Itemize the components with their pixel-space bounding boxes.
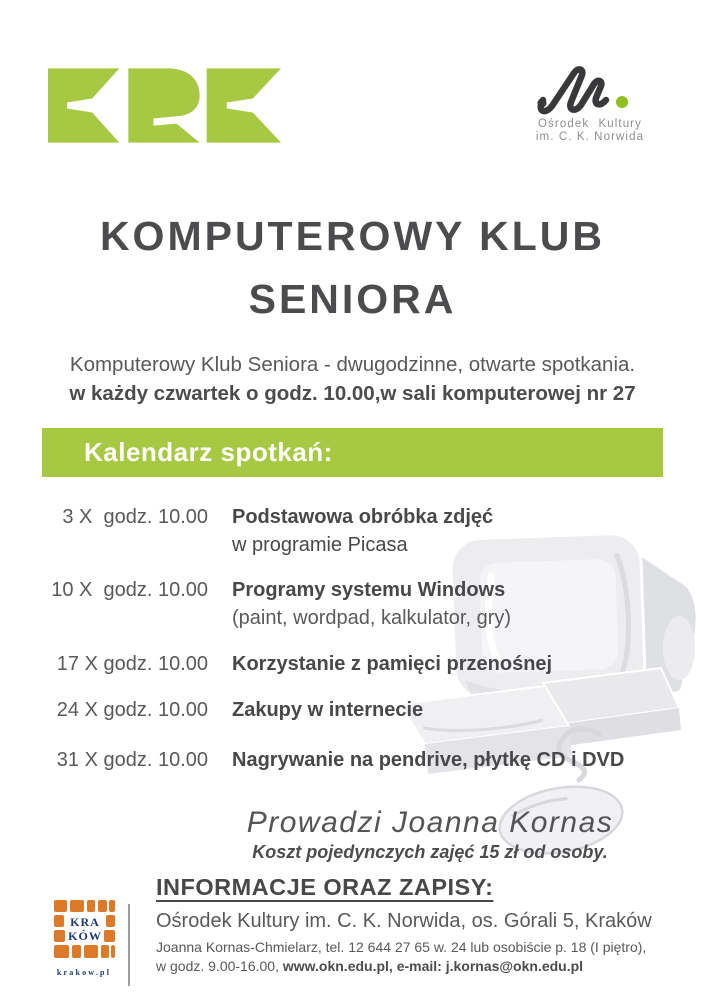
event-date: 17 X godz. 10.00: [56, 653, 208, 675]
schedule-row: [0, 746, 705, 774]
krk-letter-r: [128, 68, 199, 142]
instructor-block: [150, 806, 705, 863]
footer-hours: [156, 958, 652, 974]
norwida-caption-line2: im. C. K. Norwida: [535, 131, 645, 143]
krakow-mosaic-icon: [52, 898, 116, 960]
krakow-url: krakow.pl: [56, 968, 112, 977]
title-line1: KOMPUTEROWY KLUB: [99, 213, 606, 259]
schedule-list: [0, 503, 705, 774]
norwida-logo: [516, 62, 664, 144]
event-title: Podstawowa obróbka zdjęć: [232, 506, 494, 528]
krakow-text-line1: KRA: [70, 915, 100, 929]
footer-hours-prefix: w godz. 9.00-16.00,: [156, 958, 283, 974]
schedule-row: [0, 576, 705, 632]
event-title: Korzystanie z pamięci przenośnej: [232, 653, 553, 675]
footer: [48, 874, 693, 986]
instructor-name: Prowadzi Joanna Kornas: [246, 806, 614, 839]
intro-text: [0, 350, 705, 408]
event-date: 31 X godz. 10.00: [56, 749, 208, 771]
schedule-row: [0, 696, 705, 724]
calendar-banner: [42, 428, 663, 477]
event-title: Programy systemu Windows: [232, 579, 506, 601]
event-title: Nagrywanie na pendrive, płytkę CD i DVD: [232, 749, 625, 771]
event-subtitle: w programie Picasa: [232, 534, 408, 556]
event-date: 24 X godz. 10.00: [56, 699, 208, 721]
krk-letter-k2: [207, 68, 281, 142]
norwida-green-dot: [616, 96, 628, 108]
course-fee: Koszt pojedynczych zajęć 15 zł od osoby.: [252, 842, 608, 862]
calendar-banner-label: Kalendarz spotkań:: [84, 437, 333, 467]
event-date: 3 X godz. 10.00: [62, 506, 208, 528]
page-title: [0, 205, 705, 331]
event-subtitle: (paint, wordpad, kalkulator, gry): [232, 607, 512, 629]
footer-heading: INFORMACJE ORAZ ZAPISY:: [156, 874, 494, 900]
krakow-logo: [48, 898, 120, 977]
norwida-n-icon: [534, 62, 646, 116]
footer-text: [156, 874, 652, 974]
krk-letter-k1: [48, 68, 119, 142]
krakow-text-line2: KÓW: [68, 929, 102, 943]
schedule-row: [0, 650, 705, 678]
intro-line1: Komputerowy Klub Seniora - dwugodzinne, otwarte spotkania.: [69, 353, 636, 376]
norwida-caption-line1: Ośrodek Kultury: [538, 118, 642, 130]
schedule-row: [0, 503, 705, 559]
event-date: 10 X godz. 10.00: [51, 579, 208, 601]
footer-contact: Joanna Kornas-Chmielarz, tel. 12 644 27 65 w. 24 lub osobiście p. 18 (I piętro),: [156, 939, 647, 955]
title-line2: SENIORA: [248, 276, 457, 322]
krk-logo-icon: [48, 68, 281, 143]
footer-address: Ośrodek Kultury im. C. K. Norwida, os. Górali 5, Kraków: [156, 910, 652, 932]
intro-line2: w każdy czwartek o godz. 10.00,w sali komputerowej nr 27: [69, 382, 636, 405]
footer-website-email: www.okn.edu.pl, e-mail: j.kornas@okn.edu.pl: [282, 958, 584, 974]
footer-separator: [128, 904, 130, 986]
event-title: Zakupy w internecie: [232, 699, 424, 721]
